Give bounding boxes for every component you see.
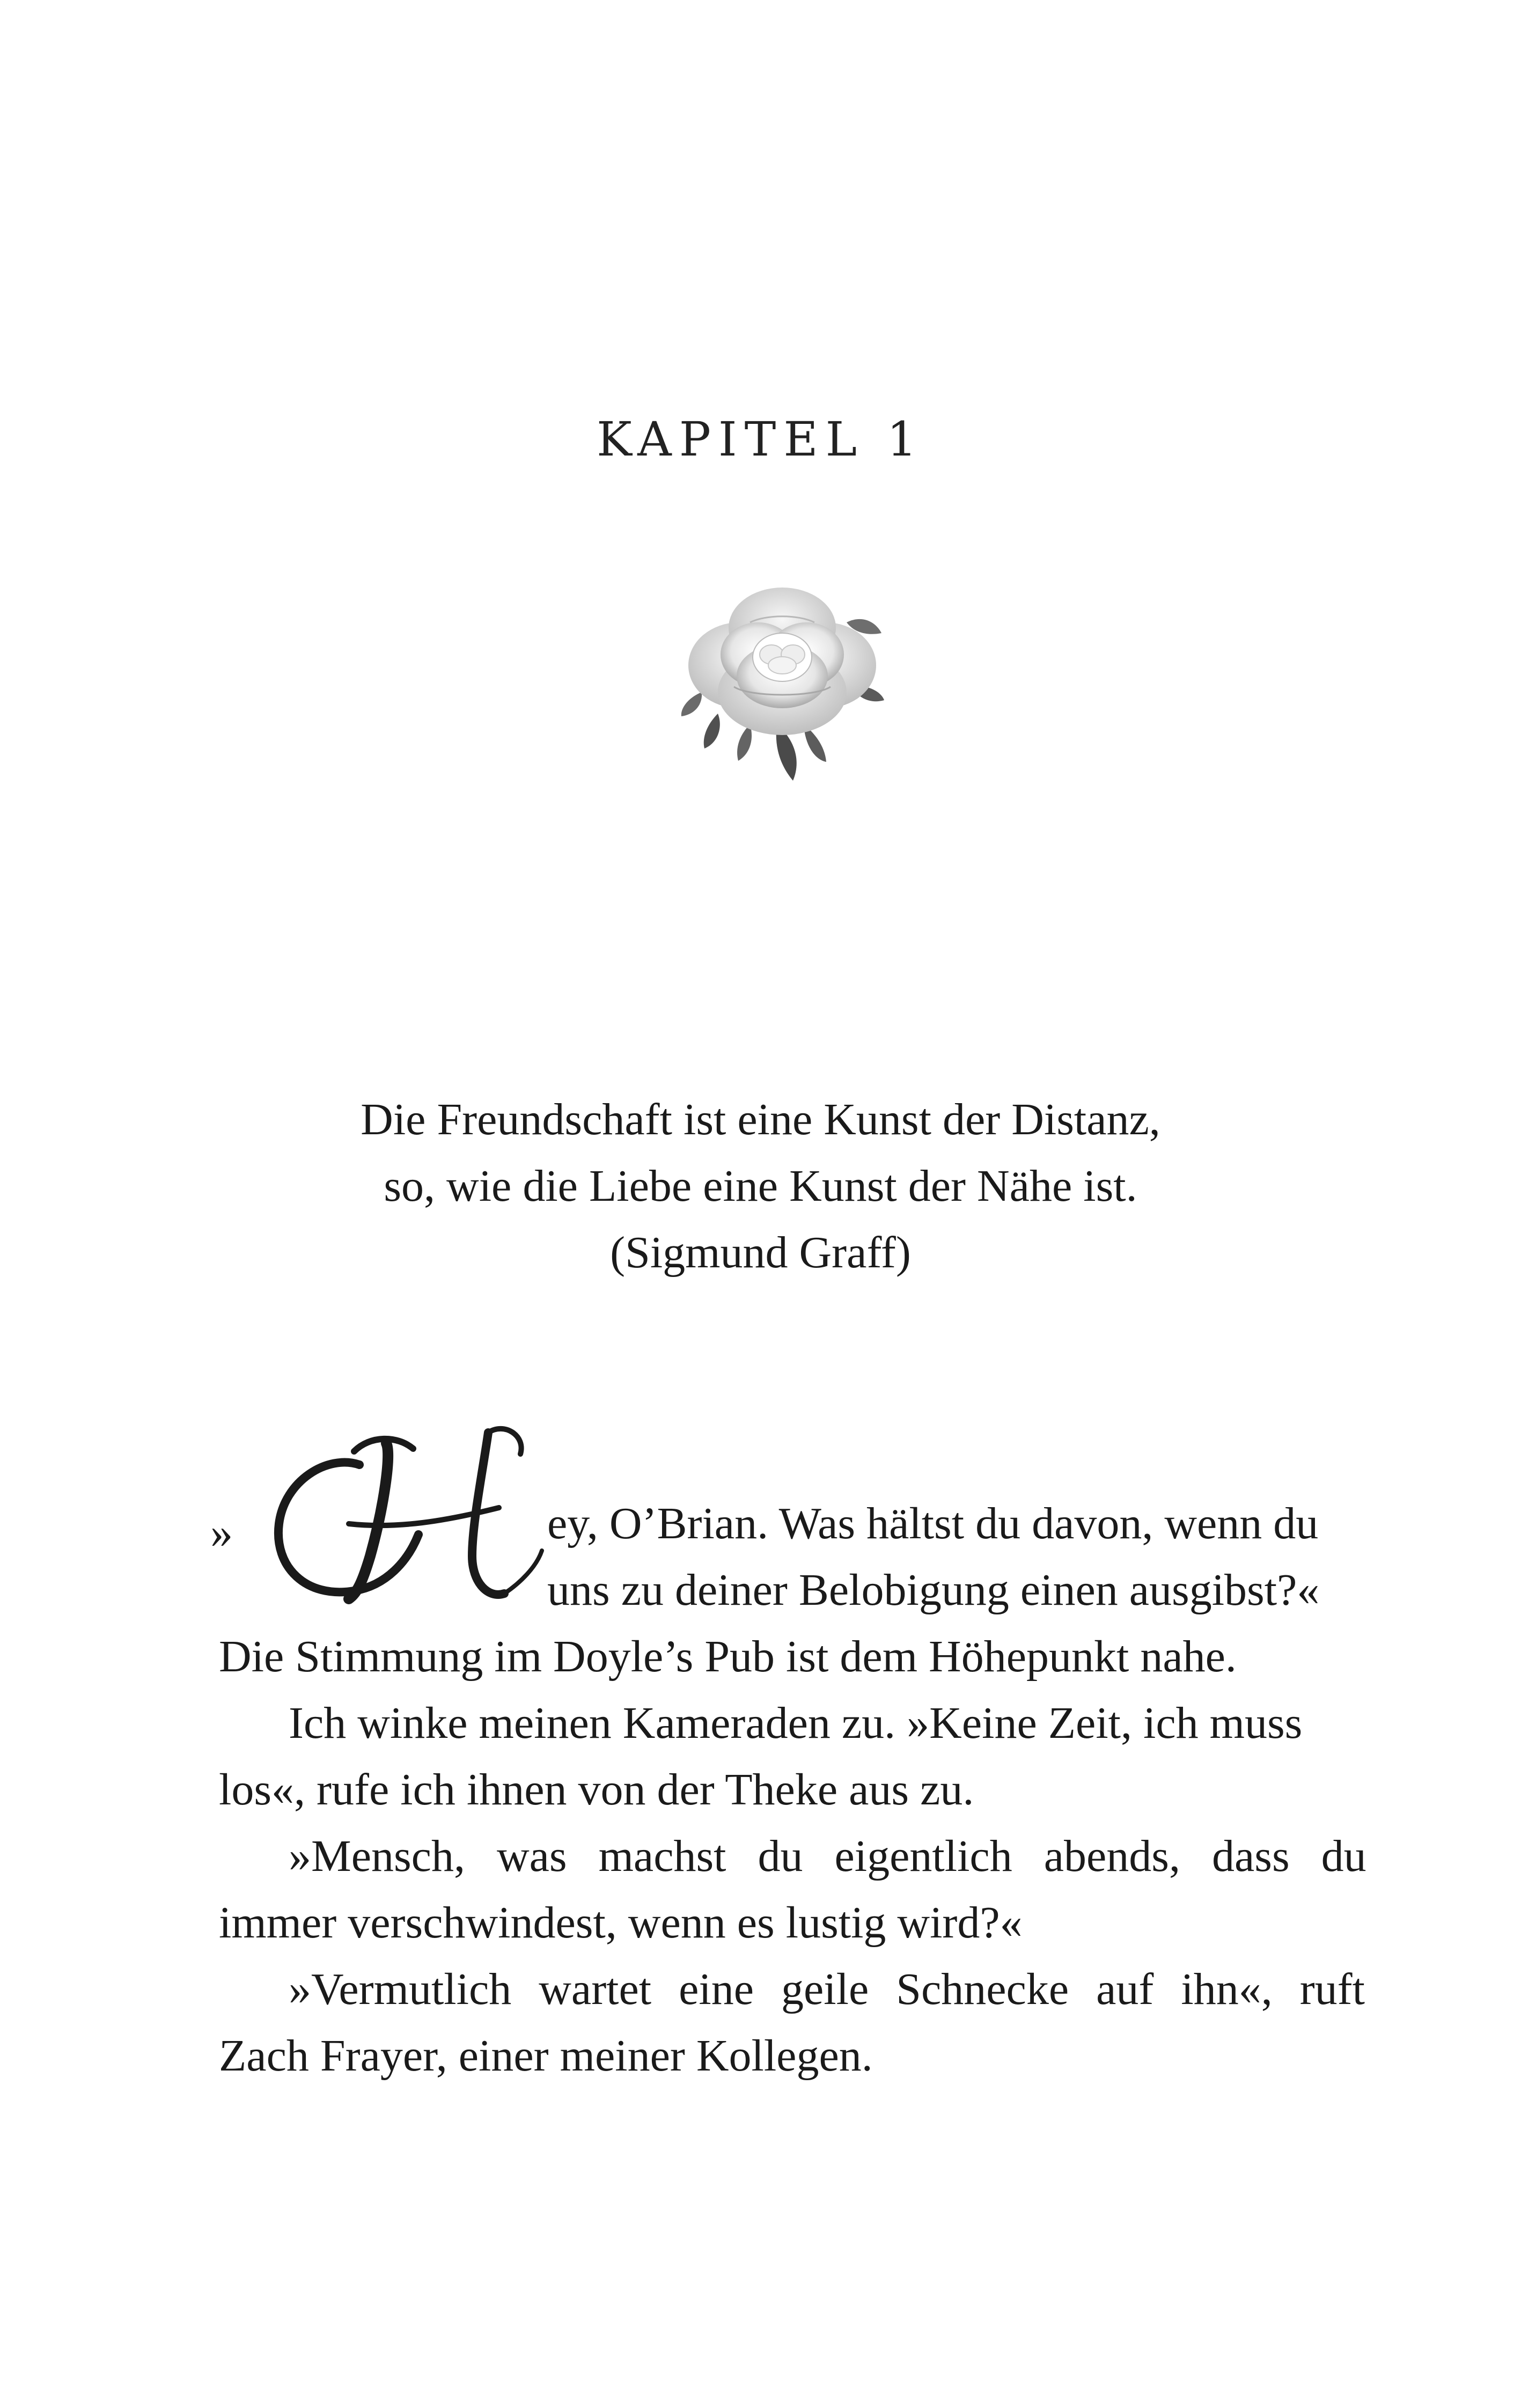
epigraph-line: so, wie die Liebe eine Kunst der Nähe ist. [384, 1161, 1137, 1211]
opening-guillemet: » [210, 1508, 233, 1558]
paragraph [219, 1956, 1365, 2089]
paragraph [219, 1690, 1352, 1823]
text-line: uns zu deiner Belobigung einen ausgibst?« [547, 1565, 1320, 1615]
text-line: Zach Frayer, einer meiner Kollegen. [219, 2031, 873, 2081]
text-line: ey, O’Brian. Was hältst du davon, wenn du [547, 1499, 1319, 1548]
paragraph [219, 1624, 1352, 1690]
text-line: Die Stimmung im Doyle’s Pub ist dem Höhepunkt nahe. [219, 1632, 1237, 1682]
opening-lines [547, 1491, 1352, 1624]
text-line: »Mensch, was machst du eigentlich abends, dass du [289, 1831, 1366, 1881]
epigraph-line: Die Freundschaft ist eine Kunst der Distanz, [361, 1095, 1160, 1144]
text-line: »Vermutlich wartet eine geile Schnecke auf ihn«, ruft [289, 1964, 1365, 2014]
epigraph-attribution: (Sigmund Graff) [610, 1228, 911, 1278]
text-line: los«, rufe ich ihnen von der Theke aus zu. [219, 1765, 974, 1815]
text-line: immer verschwindest, wenn es lustig wird?« [219, 1898, 1023, 1948]
peony-flower-icon [670, 563, 895, 789]
paragraph [219, 1823, 1366, 1956]
epigraph [0, 1086, 1521, 1286]
text-line: Ich winke meinen Kameraden zu. »Keine Zeit, ich muss [289, 1698, 1303, 1748]
drop-cap-letter [263, 1422, 553, 1620]
chapter-heading: KAPITEL 1 [596, 412, 925, 467]
